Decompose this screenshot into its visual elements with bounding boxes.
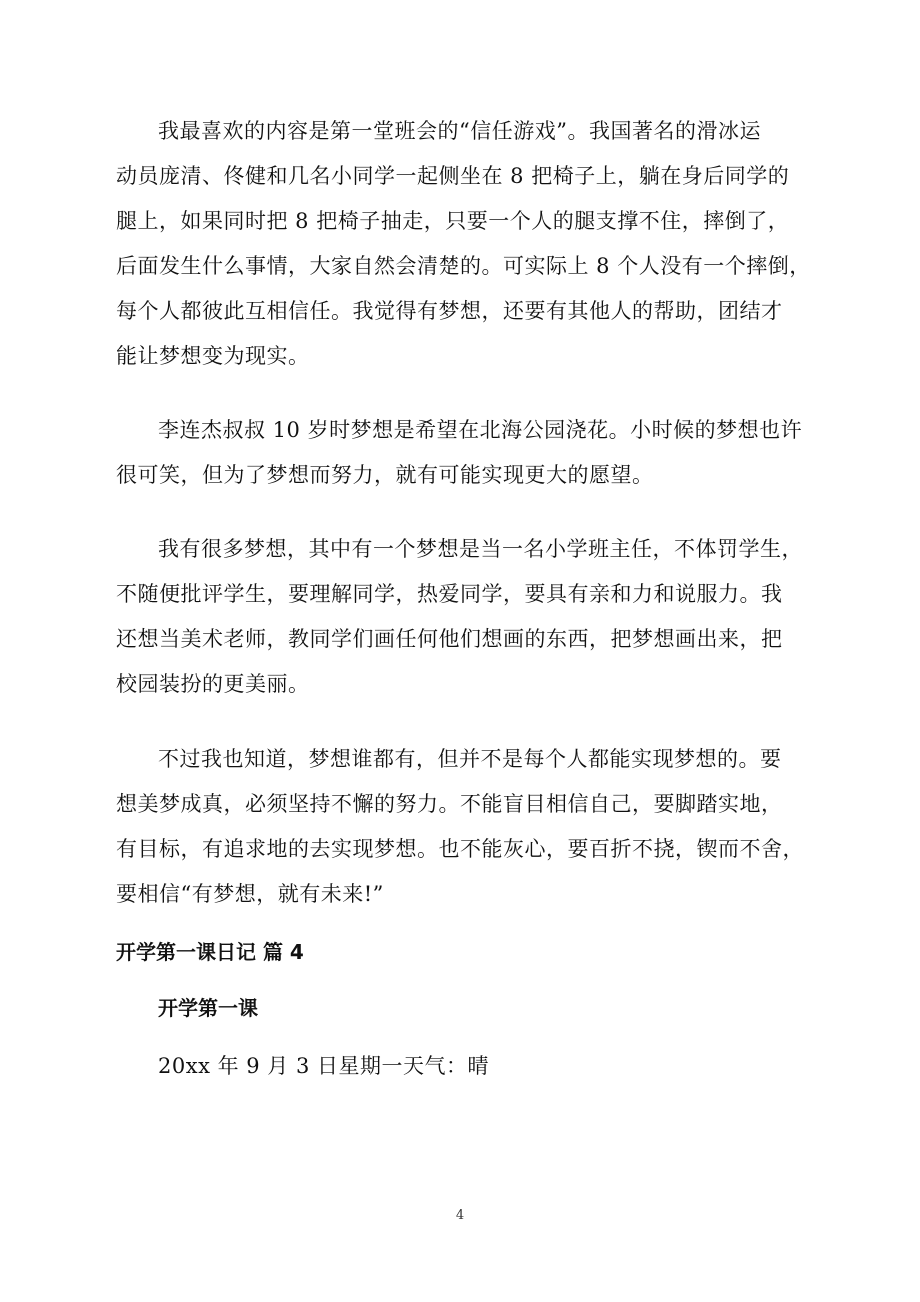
paragraph-1-line-3: 腿上，如果同时把 8 把椅子抽走，只要一个人的腿支撑不住，摔倒了， [116,209,790,233]
paragraph-4-line-1: 不过我也知道，梦想谁都有，但并不是每个人都能实现梦想的。要 [158,747,782,771]
paragraph-1-line-4: 后面发生什么事情，大家自然会清楚的。可实际上 8 个人没有一个摔倒， [116,254,811,278]
paragraph-1-line-6: 能让梦想变为现实。 [116,344,310,368]
section-heading: 开学第一课日记 篇 4 [116,940,304,964]
paragraph-3-line-1: 我有很多梦想，其中有一个梦想是当一名小学班主任，不体罚学生， [158,537,803,561]
paragraph-2-line-2: 很可笑，但为了梦想而努力，就有可能实现更大的愿望。 [116,463,654,487]
paragraph-1-line-2: 动员庞清、佟健和几名小同学一起侧坐在 8 把椅子上，躺在身后同学的 [116,164,790,188]
paragraph-3-line-3: 还想当美术老师，教同学们画任何他们想画的东西，把梦想画出来，把 [116,627,783,651]
paragraph-4-line-4: 要相信“有梦想，就有未来!” [116,882,384,906]
paragraph-3-line-2: 不随便批评学生，要理解同学，热爱同学，要具有亲和力和说服力。我 [116,582,783,606]
paragraph-1-line-5: 每个人都彼此互相信任。我觉得有梦想，还要有其他人的帮助，团结才 [116,299,783,323]
paragraph-4-line-2: 想美梦成真，必须坚持不懈的努力。不能盲目相信自己，要脚踏实地， [116,792,783,816]
paragraph-2-line-1: 李连杰叔叔 10 岁时梦想是希望在北海公园浇花。小时候的梦想也许 [158,418,803,442]
date-weather-line: 20xx 年 9 月 3 日星期一天气：晴 [158,1054,490,1078]
paragraph-3-line-4: 校园装扮的更美丽。 [116,672,310,696]
subheading: 开学第一课 [158,996,258,1020]
page-number: 4 [455,1208,465,1223]
paragraph-4-line-3: 有目标，有追求地的去实现梦想。也不能灰心，要百折不挠，锲而不舍， [116,837,804,861]
paragraph-1-line-1: 我最喜欢的内容是第一堂班会的“信任游戏”。我国著名的滑冰运 [158,119,761,143]
